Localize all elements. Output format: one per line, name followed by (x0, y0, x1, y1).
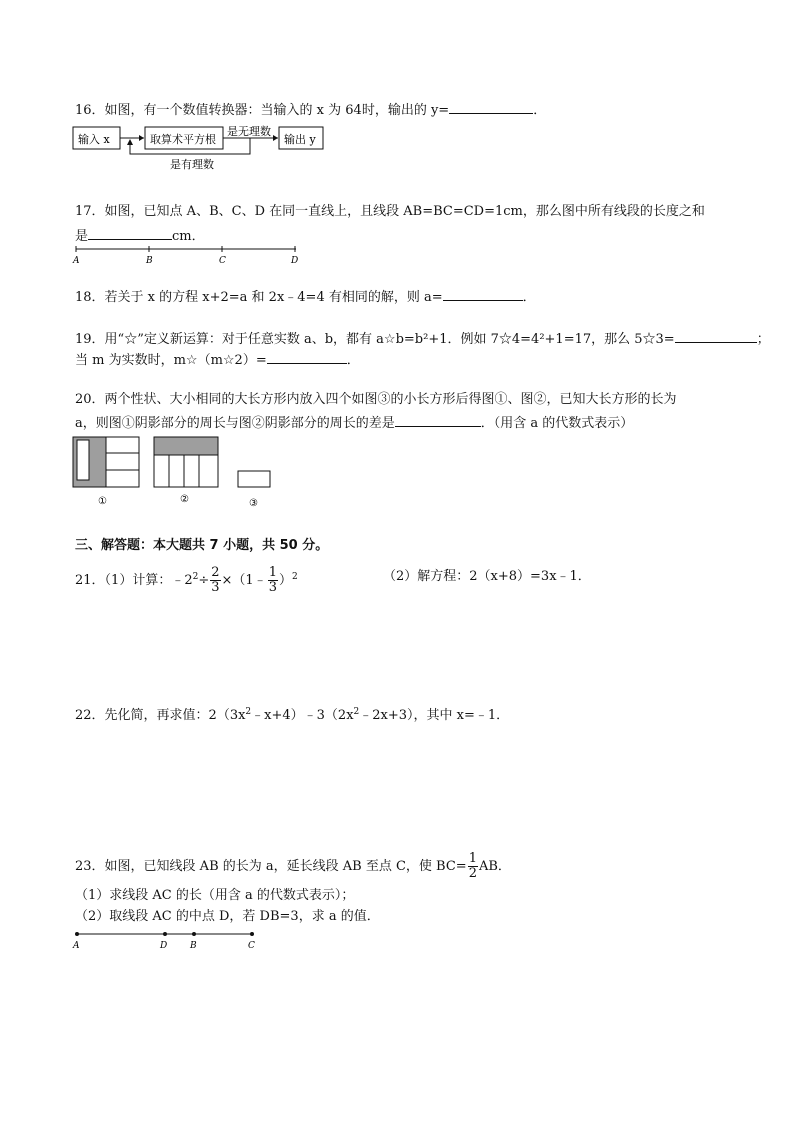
q20-answer-blank[interactable] (395, 412, 481, 427)
question-17-line2: 是 cm． (75, 225, 205, 246)
question-18: 18．若关于 x 的方程 x+2=a 和 2x﹣4=4 有相同的解，则 a= ． (75, 286, 536, 307)
q20-figure-2 (154, 437, 218, 487)
question-20-line1: 20．两个性状、大小相同的大长方形内放入四个如图③的小长方形后得图①、图②，已知大长方形的长为 (75, 392, 677, 407)
q19-answer-blank-2[interactable] (267, 349, 347, 364)
question-20-line2: a，则图①阴影部分的周长与图②阴影部分的周长的差是 ．（用含 a 的代数式表示） (75, 412, 633, 433)
q20-figure-1 (73, 437, 139, 487)
question-23-sub1: （1）求线段 AC 的长（用含 a 的代数式表示）； (75, 888, 355, 903)
q23-segment-figure (70, 928, 270, 952)
q21-fraction-1: $\frac{2}{3}$ (211, 565, 220, 595)
q16-irrational-label: 是无理数 (227, 125, 271, 138)
q17-segment-figure (70, 242, 310, 266)
q20-label-2: ② (180, 494, 189, 505)
q20-rectangle-figures (70, 434, 280, 514)
q20-label-3: ③ (249, 498, 258, 509)
q16-process-label: 取算术平方根 (150, 133, 216, 146)
q16-output-label: 输出 y (284, 133, 316, 146)
question-19-line1: 19．用“☆”定义新运算：对于任意实数 a、b，都有 a☆b=b²+1．例如 7☆4=4²+1=17，那么 5☆3= ； (75, 328, 770, 349)
question-23: 23．如图，已知线段 AB 的长为 a，延长线段 AB 至点 C，使 BC= $\frac{1}{2}$ AB． (75, 851, 511, 881)
q16-converter-diagram (70, 124, 340, 174)
q23-point-b: B (190, 941, 197, 951)
q16-input-label: 输入 x (78, 133, 110, 146)
q23-fraction: $\frac{1}{2}$ (468, 851, 477, 881)
q17-point-b: B (146, 256, 153, 266)
q20-label-1: ① (98, 496, 107, 507)
q16-rational-label: 是有理数 (170, 158, 214, 171)
q21-fraction-2: $\frac{1}{3}$ (268, 565, 277, 595)
q20-figure-3 (238, 471, 270, 487)
question-23-sub2: （2）取线段 AC 的中点 D，若 DB=3，求 a 的值． (75, 909, 380, 924)
q16-answer-blank[interactable] (449, 99, 533, 114)
q17-point-a: A (73, 256, 80, 266)
q23-point-a: A (73, 941, 80, 951)
question-17-line1: 17．如图，已知点 A、B、C、D 在同一直线上，且线段 AB=BC=CD=1cm，那么图中所有线段的长度之和 (75, 204, 705, 219)
question-22: 22．先化简，再求值：$2(3x^2﹣x+4)﹣3(2x^2﹣2x+3)$，其中 x=﹣1． (75, 707, 510, 723)
question-19-line2: 当 m 为实数时，m☆（m☆2）= ． (75, 349, 360, 370)
q17-point-d: D (291, 256, 299, 266)
q17-answer-blank[interactable] (88, 225, 172, 240)
q18-answer-blank[interactable] (443, 286, 523, 301)
q16-text: 16．如图，有一个数值转换器：当输入的 x 为 64时，输出的 y= (75, 103, 450, 118)
q23-point-c: C (248, 941, 255, 951)
q19-answer-blank-1[interactable] (675, 328, 757, 343)
question-21-part2: （2）解方程：2（x+8）=3x﹣1． (383, 569, 591, 584)
question-16: 16．如图，有一个数值转换器：当输入的 x 为 64时，输出的 y= ． (75, 99, 546, 120)
q23-point-d: D (160, 941, 168, 951)
question-21: 21．（1）计算：$﹣2^2\div$ $\frac{2}{3}$ ×（1﹣ $\frac{1}{3}$ ）$^2$ (75, 565, 298, 595)
section-3-heading: 三、解答题：本大题共 7 小题，共 50 分。 (75, 538, 329, 553)
q17-point-c: C (219, 256, 226, 266)
